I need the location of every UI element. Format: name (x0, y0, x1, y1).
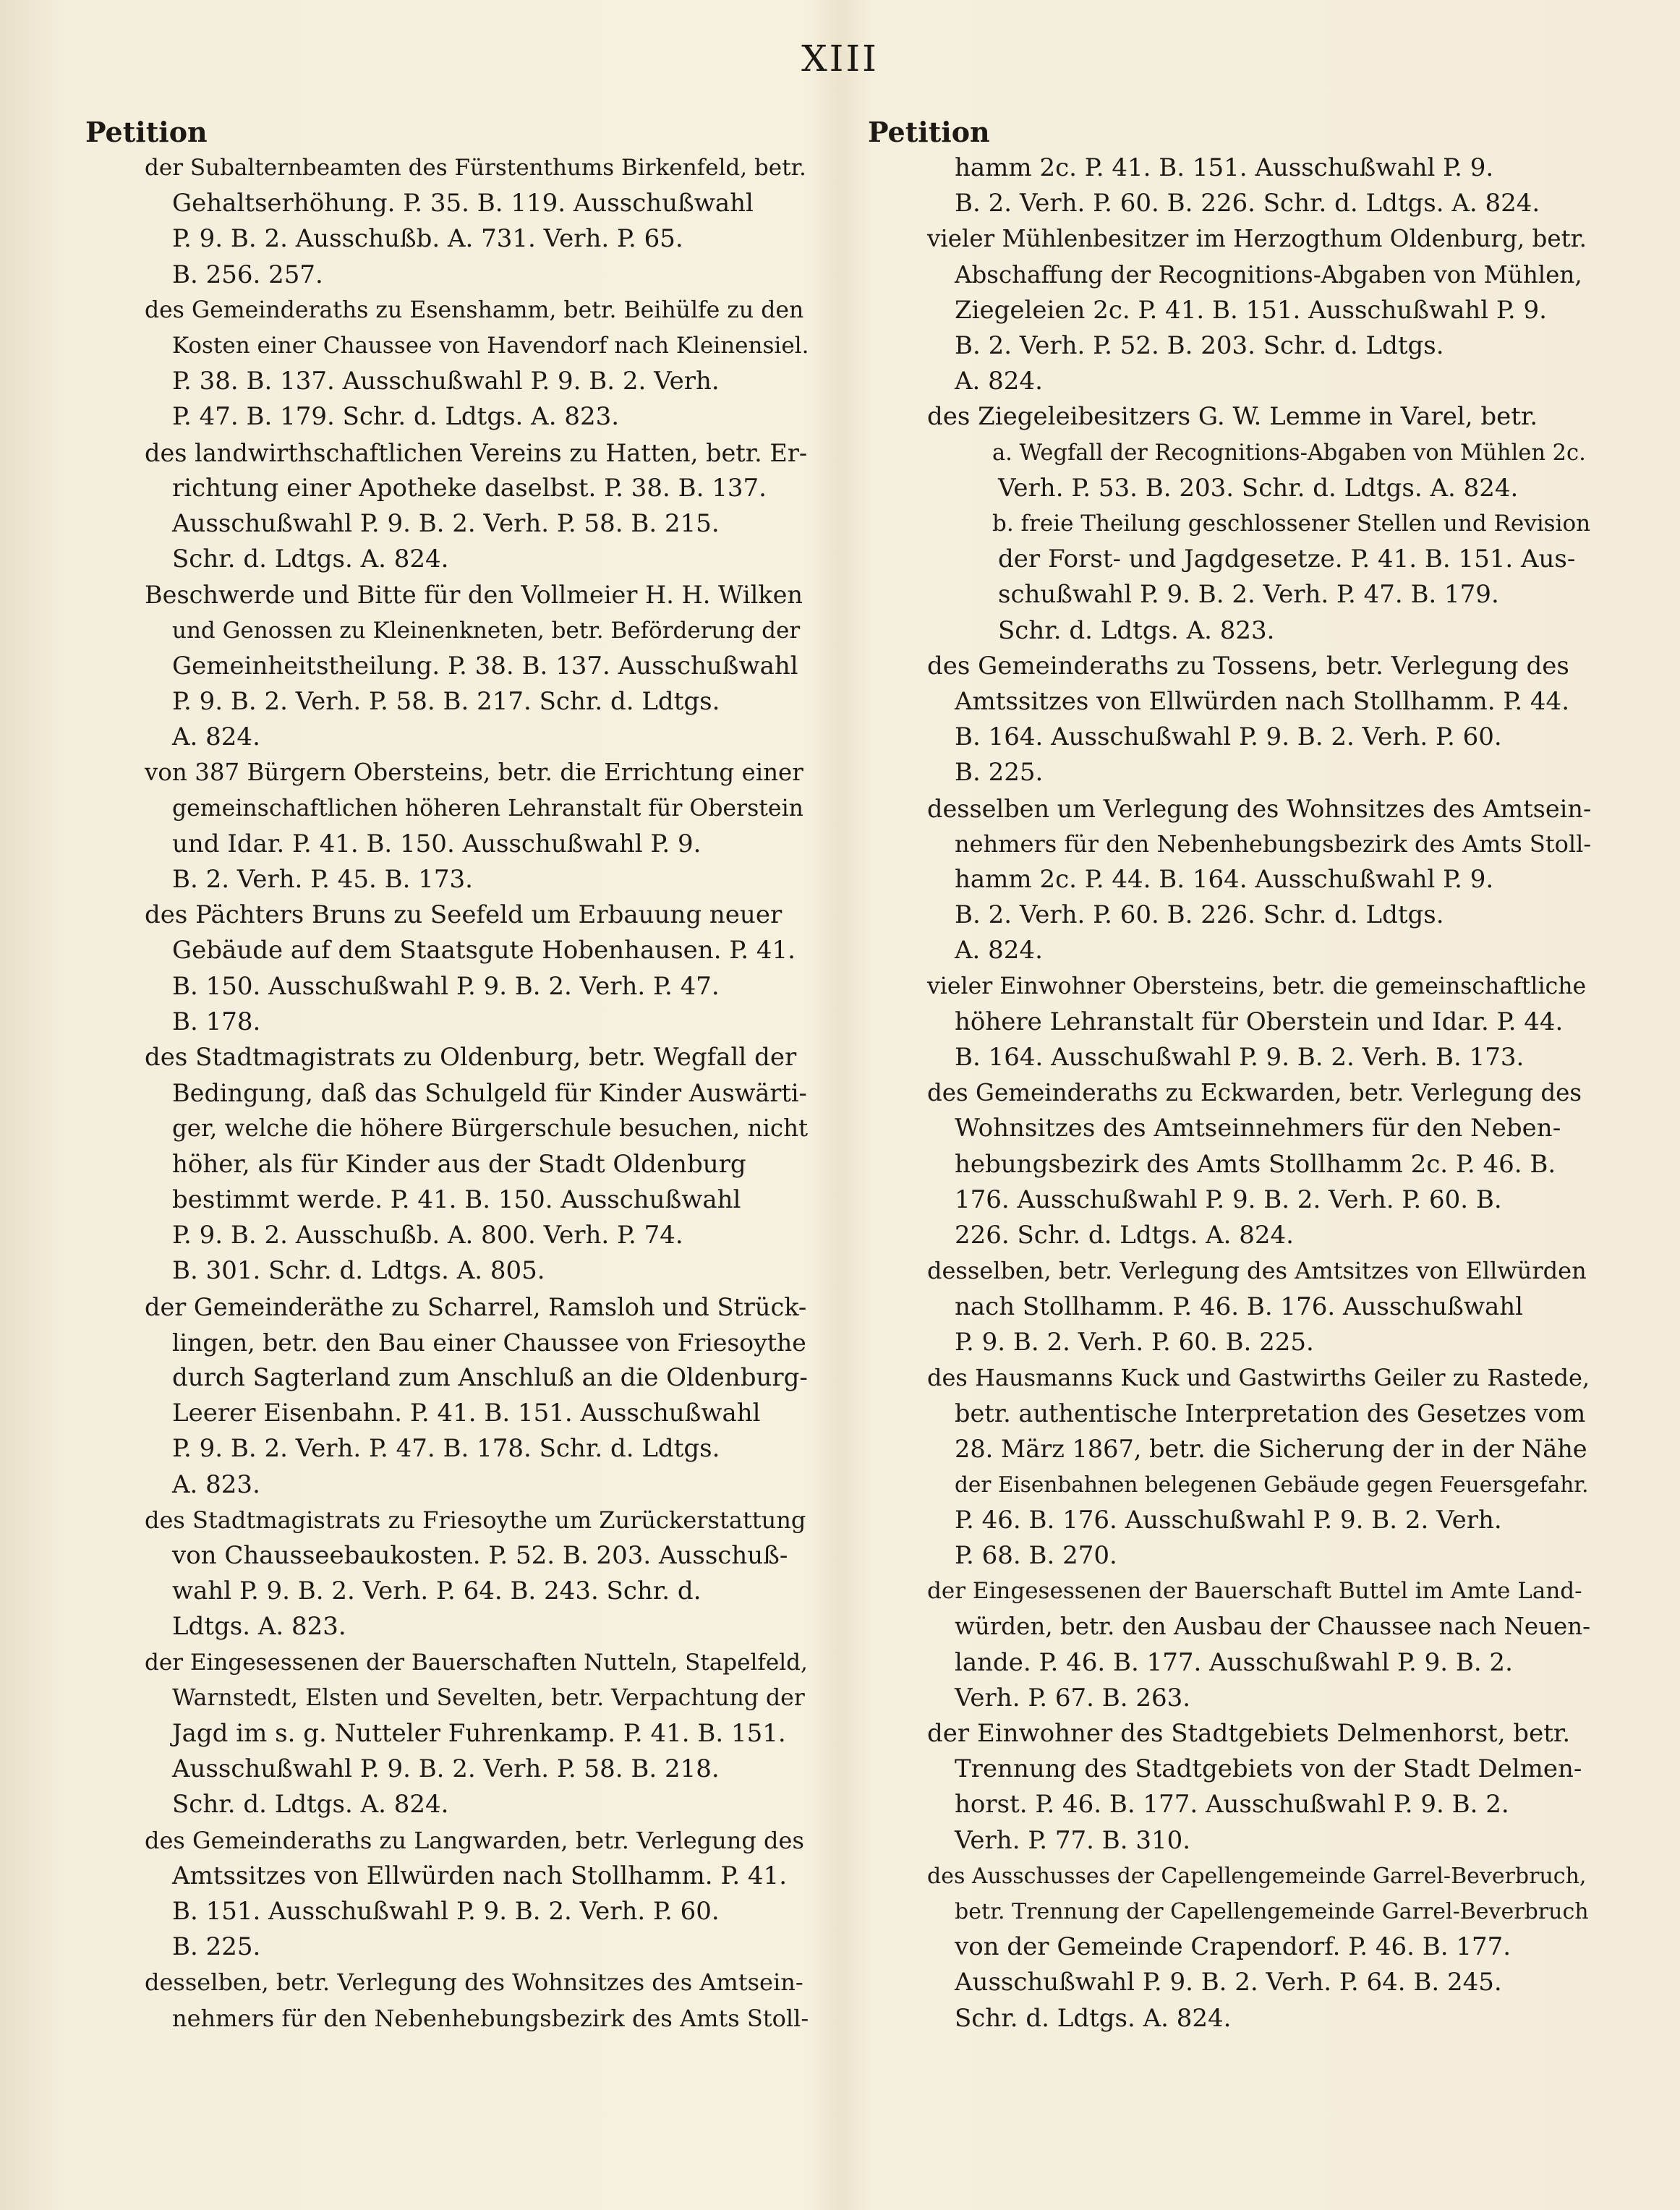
index-entry-line: höhere Lehranstalt für Oberstein und Idar. P. 44. (955, 1007, 1564, 1036)
index-entry-line: der Eingesessenen der Bauerschaft Buttel im Amte Land- (927, 1578, 1582, 1605)
index-entry-line: betr. authentische Interpretation des Gesetzes vom (955, 1399, 1586, 1428)
index-entry-line: P. 68. B. 270. (955, 1540, 1117, 1570)
index-entry-line: 176. Ausschußwahl P. 9. B. 2. Verh. P. 60. B. (955, 1185, 1502, 1214)
index-entry-line: Verh. P. 53. B. 203. Schr. d. Ldtgs. A. 824. (998, 473, 1519, 503)
index-entry-line: Amtssitzes von Ellwürden nach Stollhamm. P. 41. (172, 1861, 787, 1890)
right-column-heading: Petition (868, 116, 990, 148)
left-column-entries (85, 150, 809, 2036)
index-entry-line: gemeinschaftlichen höheren Lehranstalt für Oberstein (172, 795, 803, 822)
index-entry-line: des Ziegeleibesitzers G. W. Lemme in Varel, betr. (927, 402, 1538, 432)
index-entry-line: der Einwohner des Stadtgebiets Delmenhorst, betr. (927, 1718, 1571, 1748)
index-entry-line: Wohnsitzes des Amtseinnehmers für den Neben- (955, 1114, 1561, 1143)
index-entry-line: Verh. P. 67. B. 263. (955, 1683, 1191, 1712)
index-entry-line: höher, als für Kinder aus der Stadt Oldenburg (172, 1149, 746, 1179)
index-entry-line: P. 9. B. 2. Ausschußb. A. 731. Verh. P. 65. (172, 224, 683, 254)
index-entry-line: des Gemeinderaths zu Tossens, betr. Verlegung des (927, 651, 1569, 681)
index-entry-line: würden, betr. den Ausbau der Chaussee nach Neuen- (955, 1613, 1591, 1641)
index-entry-line: B. 164. Ausschußwahl P. 9. B. 2. Verh. B. 173. (955, 1043, 1525, 1072)
index-entry-line: des Gemeinderaths zu Langwarden, betr. Verlegung des (145, 1826, 804, 1854)
index-entry-line: des Stadtmagistrats zu Oldenburg, betr. Wegfall der (145, 1043, 797, 1072)
index-entry-line: A. 824. (172, 722, 260, 752)
index-entry-line: P. 38. B. 137. Ausschußwahl P. 9. B. 2. Verh. (172, 367, 720, 396)
index-entry-line: der Gemeinderäthe zu Scharrel, Ramsloh und Strück- (145, 1292, 807, 1321)
index-entry-line: B. 2. Verh. P. 45. B. 173. (172, 865, 473, 895)
index-entry-line: Gemeinheitstheilung. P. 38. B. 137. Ausschußwahl (172, 651, 798, 681)
index-entry-line: Bedingung, daß das Schulgeld für Kinder Auswärti- (172, 1079, 807, 1108)
index-entry-line: Verh. P. 77. B. 310. (955, 1825, 1191, 1855)
index-entry-line: B. 151. Ausschußwahl P. 9. B. 2. Verh. P. 60. (172, 1896, 720, 1926)
index-entry-line: und Idar. P. 41. B. 150. Ausschußwahl P. 9. (172, 829, 702, 858)
index-entry-line: schußwahl P. 9. B. 2. Verh. P. 47. B. 179. (998, 580, 1499, 610)
index-entry-line: betr. Trennung der Capellengemeinde Garrel-Beverbruch (955, 1898, 1589, 1924)
index-entry-line: nehmers für den Nebenhebungsbezirk des Amts Stoll- (172, 2004, 809, 2032)
index-entry-line: lingen, betr. den Bau einer Chaussee von Friesoythe (172, 1328, 806, 1357)
index-entry-line: Ziegeleien 2c. P. 41. B. 151. Ausschußwahl P. 9. (955, 295, 1547, 325)
page-number: XIII (801, 38, 879, 80)
index-entry-line: richtung einer Apotheke daselbst. P. 38. B. 137. (172, 473, 767, 503)
index-entry-line: B. 2. Verh. P. 52. B. 203. Schr. d. Ldtgs. (955, 331, 1444, 361)
index-entry-line: Ausschußwahl P. 9. B. 2. Verh. P. 64. B. 245. (955, 1968, 1502, 1997)
index-entry-line: a. Wegfall der Recognitions-Abgaben von Mühlen 2c. (992, 440, 1586, 466)
index-entry-line: 226. Schr. d. Ldtgs. A. 824. (955, 1221, 1294, 1250)
index-entry-line: Ldtgs. A. 823. (172, 1612, 346, 1642)
index-entry-line: hamm 2c. P. 44. B. 164. Ausschußwahl P. 9. (955, 865, 1494, 895)
index-entry-line: Beschwerde und Bitte für den Vollmeier H. H. Wilken (145, 581, 803, 610)
index-entry-line: B. 301. Schr. d. Ldtgs. A. 805. (172, 1256, 545, 1286)
index-entry-line: B. 225. (955, 758, 1044, 788)
index-entry-line: desselben, betr. Verlegung des Amtsitzes von Ellwürden (927, 1257, 1587, 1285)
index-entry-line: Leerer Eisenbahn. P. 41. B. 151. Ausschußwahl (172, 1399, 761, 1428)
index-entry-line: Schr. d. Ldtgs. A. 824. (172, 545, 449, 574)
index-entry-line: Schr. d. Ldtgs. A. 824. (172, 1790, 449, 1819)
index-entry-line: P. 9. B. 2. Verh. P. 47. B. 178. Schr. d. Ldtgs. (172, 1434, 720, 1464)
index-entry-line: Jagd im s. g. Nutteler Fuhrenkamp. P. 41. B. 151. (172, 1718, 786, 1748)
index-entry-line: B. 178. (172, 1007, 261, 1036)
index-entry-line: B. 2. Verh. P. 60. B. 226. Schr. d. Ldtgs. (955, 900, 1444, 930)
index-entry-line: der Eingesessenen der Bauerschaften Nutteln, Stapelfeld, (145, 1649, 808, 1676)
index-entry-line: durch Sagterland zum Anschluß an die Oldenburg- (172, 1362, 808, 1392)
index-entry-line: des Ausschusses der Capellengemeinde Garrel-Beverbruch, (927, 1863, 1587, 1889)
index-entry-line: 28. März 1867, betr. die Sicherung der in der Nähe (955, 1435, 1587, 1464)
index-entry-line: von Chausseebaukosten. P. 52. B. 203. Ausschuß- (172, 1540, 788, 1570)
index-entry-line: des Pächters Bruns zu Seefeld um Erbauung neuer (145, 900, 783, 930)
index-entry-line: nach Stollhamm. P. 46. B. 176. Ausschußwahl (955, 1292, 1523, 1321)
index-entry-line: P. 9. B. 2. Verh. P. 60. B. 225. (955, 1327, 1314, 1357)
index-entry-line: wahl P. 9. B. 2. Verh. P. 64. B. 243. Schr. d. (172, 1577, 702, 1606)
index-entry-line: Schr. d. Ldtgs. A. 823. (998, 615, 1275, 645)
index-entry-line: hamm 2c. P. 41. B. 151. Ausschußwahl P. 9. (955, 153, 1494, 182)
index-entry-line: horst. P. 46. B. 177. Ausschußwahl P. 9. B. 2. (955, 1790, 1509, 1819)
index-entry-line: B. 2. Verh. P. 60. B. 226. Schr. d. Ldtgs. A. 824. (955, 189, 1540, 218)
left-column-heading: Petition (85, 116, 208, 148)
index-entry-line: des Gemeinderaths zu Esenshamm, betr. Beihülfe zu den (145, 296, 804, 323)
index-entry-line: lande. P. 46. B. 177. Ausschußwahl P. 9. B. 2. (955, 1647, 1513, 1677)
index-entry-line: Ausschußwahl P. 9. B. 2. Verh. P. 58. B. 215. (172, 509, 720, 539)
index-entry-line: B. 164. Ausschußwahl P. 9. B. 2. Verh. P. 60. (955, 722, 1502, 752)
index-entry-line: P. 9. B. 2. Verh. P. 58. B. 217. Schr. d. Ldtgs. (172, 687, 720, 717)
index-entry-line: Amtssitzes von Ellwürden nach Stollhamm. P. 44. (955, 687, 1569, 717)
index-entry-line: B. 256. 257. (172, 260, 323, 289)
index-entry-line: desselben um Verlegung des Wohnsitzes des Amtsein- (927, 794, 1592, 823)
index-entry-line: Warnstedt, Elsten und Sevelten, betr. Verpachtung der (172, 1684, 805, 1711)
index-entry-line: des landwirthschaftlichen Vereins zu Hatten, betr. Er- (145, 438, 808, 467)
index-entry-line: vieler Einwohner Obersteins, betr. die gemeinschaftliche (927, 973, 1587, 999)
right-column-entries (868, 150, 1591, 2036)
index-entry-line: B. 150. Ausschußwahl P. 9. B. 2. Verh. P. 47. (172, 971, 720, 1001)
index-entry-line: A. 824. (955, 936, 1043, 965)
index-entry-line: P. 9. B. 2. Ausschußb. A. 800. Verh. P. 74. (172, 1221, 683, 1250)
index-entry-line: A. 824. (955, 367, 1043, 396)
index-entry-line: Gehaltserhöhung. P. 35. B. 119. Ausschußwahl (172, 189, 754, 218)
right-column (868, 114, 1591, 2036)
index-entry-line: nehmers für den Nebenhebungsbezirk des Amts Stoll- (955, 829, 1592, 858)
index-entry-line: des Hausmanns Kuck und Gastwirths Geiler zu Rastede, (927, 1363, 1590, 1391)
index-entry-line: P. 46. B. 176. Ausschußwahl P. 9. B. 2. Verh. (955, 1505, 1502, 1535)
index-entry-line: Kosten einer Chaussee von Havendorf nach Kleinensiel. (172, 333, 809, 359)
left-column (85, 114, 809, 2036)
index-entry-line: A. 823. (172, 1469, 260, 1499)
index-entry-line: Trennung des Stadtgebiets von der Stadt Delmen- (955, 1754, 1582, 1784)
index-entry-line: von 387 Bürgern Obersteins, betr. die Errichtung einer (145, 759, 803, 787)
index-entry-line: B. 225. (172, 1932, 261, 1962)
index-entry-line: Ausschußwahl P. 9. B. 2. Verh. P. 58. B. 218. (172, 1754, 720, 1784)
index-entry-line: bestimmt werde. P. 41. B. 150. Ausschußwahl (172, 1185, 741, 1214)
index-entry-line: Gebäude auf dem Staatsgute Hobenhausen. P. 41. (172, 936, 796, 965)
index-entry-line: b. freie Theilung geschlossener Stellen und Revision (992, 511, 1591, 537)
index-entry-line: der Eisenbahnen belegenen Gebäude gegen Feuersgefahr. (955, 1472, 1589, 1497)
index-entry-line: Abschaffung der Recognitions-Abgaben von Mühlen, (955, 260, 1582, 289)
index-entry-line: des Stadtmagistrats zu Friesoythe um Zurückerstattung (145, 1506, 806, 1534)
index-entry-line: der Forst- und Jagdgesetze. P. 41. B. 151. Aus- (998, 545, 1576, 574)
index-entry-line: P. 47. B. 179. Schr. d. Ldtgs. A. 823. (172, 402, 620, 432)
index-entry-line: hebungsbezirk des Amts Stollhamm 2c. P. 46. B. (955, 1149, 1556, 1179)
index-entry-line: und Genossen zu Kleinenkneten, betr. Beförderung der (172, 617, 801, 644)
index-entry-line: der Subalternbeamten des Fürstenthums Birkenfeld, betr. (145, 155, 806, 181)
index-entry-line: Schr. d. Ldtgs. A. 824. (955, 2003, 1232, 2033)
index-entry-line: von der Gemeinde Crapendorf. P. 46. B. 177. (955, 1932, 1511, 1962)
index-entry-line: des Gemeinderaths zu Eckwarden, betr. Verlegung des (927, 1079, 1582, 1107)
index-entry-line: vieler Mühlenbesitzer im Herzogthum Oldenburg, betr. (927, 225, 1587, 253)
index-entry-line: ger, welche die höhere Bürgerschule besuchen, nicht (172, 1114, 809, 1143)
index-entry-line: desselben, betr. Verlegung des Wohnsitzes des Amtsein- (145, 1968, 803, 1997)
